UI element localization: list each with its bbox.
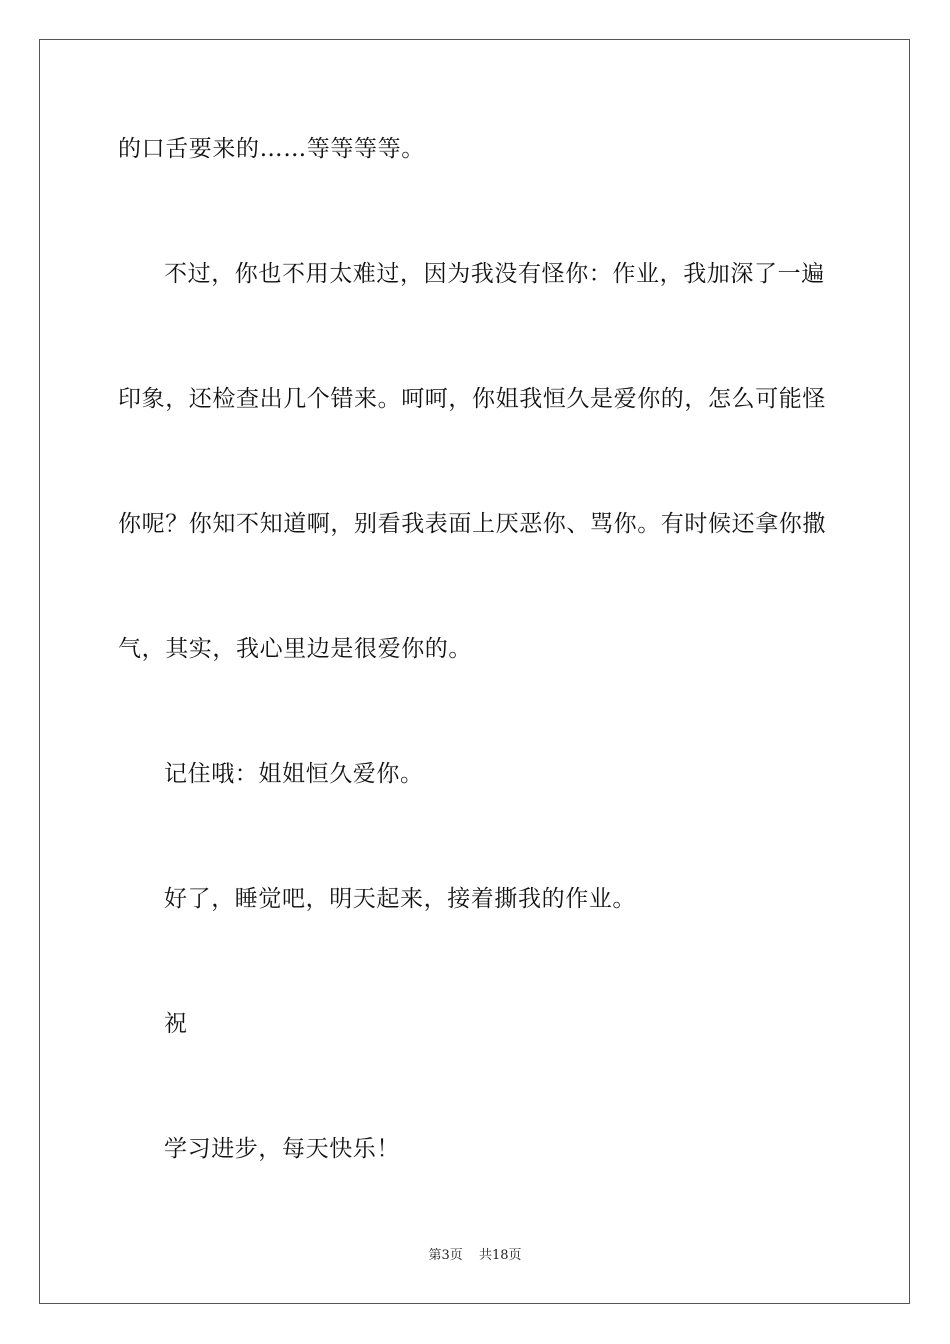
paragraph-line-2: 不过，你也不用太难过，因为我没有怪你：作业，我加深了一遍 — [164, 261, 825, 287]
paragraph-line-7: 好了，睡觉吧，明天起来，接着撕我的作业。 — [164, 886, 636, 912]
paragraph-line-4: 你呢？你知不知道啊，别看我表面上厌恶你、骂你。有时候还拿你撒 — [118, 511, 826, 537]
paragraph-line-5: 气，其实，我心里边是很爱你的。 — [118, 636, 472, 662]
paragraph-line-3: 印象，还检查出几个错来。呵呵，你姐我恒久是爱你的，怎么可能怪 — [118, 386, 826, 412]
paragraph-line-9: 学习进步，每天快乐！ — [164, 1136, 400, 1162]
paragraph-line-1: 的口舌要来的……等等等等。 — [118, 136, 425, 162]
page-frame — [39, 39, 910, 1304]
page-total: 共18页 — [478, 1248, 522, 1263]
paragraph-line-8: 祝 — [164, 1011, 188, 1037]
page-footer — [0, 1248, 950, 1264]
page-number: 第3页 — [428, 1248, 463, 1263]
paragraph-line-6: 记住哦：姐姐恒久爱你。 — [164, 761, 424, 787]
